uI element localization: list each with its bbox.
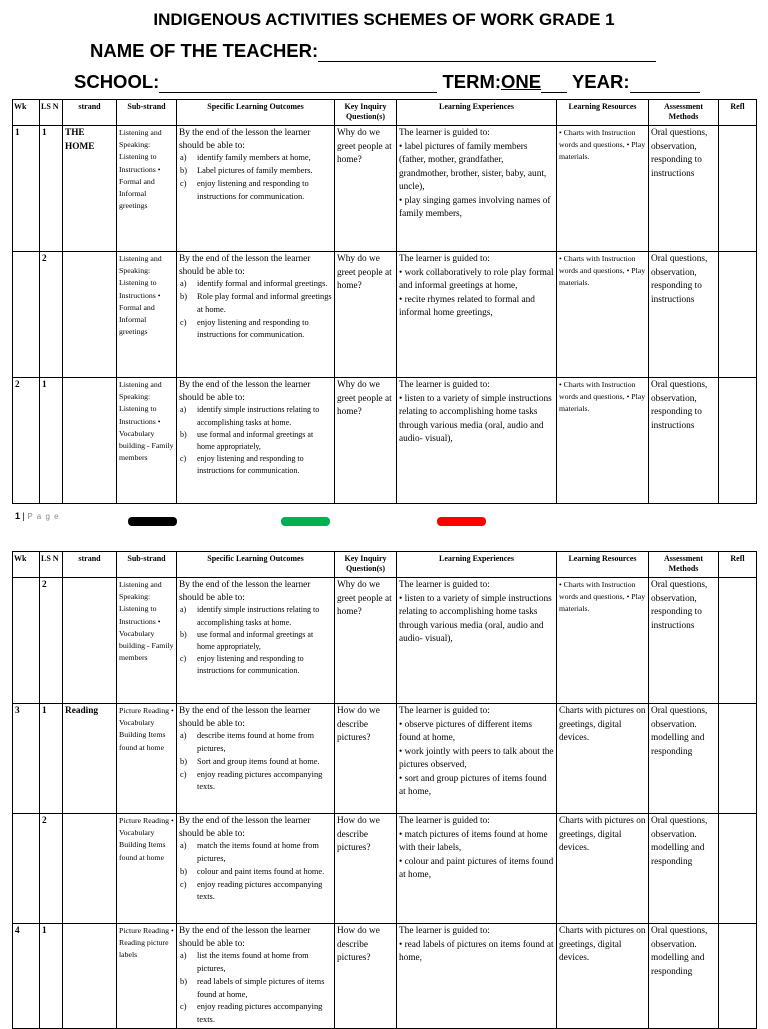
column-header: Wk (13, 100, 40, 126)
week-cell: 3 (13, 704, 40, 814)
substrand-cell: Picture Reading • Reading picture labels (117, 924, 177, 1029)
experience-line: • colour and paint pictures of items found at home, (399, 856, 554, 880)
learning-outcomes-cell (177, 704, 335, 814)
year-blank (630, 74, 700, 93)
column-header: Learning Resources (557, 100, 649, 126)
table-row (13, 378, 757, 504)
outcomes-intro: By the end of the lesson the learner should be able to: (179, 128, 311, 151)
week-cell (13, 814, 40, 924)
schemes-table-1 (12, 99, 757, 504)
lesson-cell: 1 (40, 378, 63, 504)
column-header: Specific Learning Outcomes (177, 100, 335, 126)
experience-line: The learner is guided to: (399, 706, 490, 716)
black-color-bar (128, 517, 177, 526)
strand-cell (63, 378, 117, 504)
learning-outcomes-cell (177, 814, 335, 924)
learning-experiences-cell (397, 704, 557, 814)
outcome-item: b) colour and paint items found at home. (180, 866, 325, 876)
experience-line: • match pictures of items found at home with their labels, (399, 829, 548, 853)
resources-cell: • Charts with Instruction words and questions, • Play materials. (557, 578, 649, 704)
experience-line: • read labels of pictures on items found at home, (399, 939, 554, 963)
table-header-row (13, 552, 757, 578)
term-value: ONE (501, 71, 542, 92)
outcome-item: c) enjoy listening and responding to instructions for communication. (180, 654, 304, 676)
column-header: Key Inquiry Question(s) (335, 552, 397, 578)
assessment-cell: Oral questions, observation. modelling and responding (649, 924, 719, 1029)
substrand-cell: Listening and Speaking: Listening to Instructions • Formal and Informal greetings (117, 126, 177, 252)
assessment-cell: Oral questions, observation, responding to instructions (649, 378, 719, 504)
substrand-cell: Picture Reading • Vocabulary Building Items found at home (117, 704, 177, 814)
strand-cell: Reading (63, 704, 117, 814)
learning-outcomes-cell (177, 578, 335, 704)
column-header: Learning Experiences (397, 100, 557, 126)
experience-line: • listen to a variety of simple instructions relating to accomplishing home tasks through various media (oral, audio and audio- visual), (399, 593, 552, 644)
resources-cell: Charts with pictures on greetings, digital devices. (557, 924, 649, 1029)
assessment-cell: Oral questions, observation, responding to instructions (649, 578, 719, 704)
outcomes-intro: By the end of the lesson the learner should be able to: (179, 380, 311, 403)
inquiry-question-cell: How do we describe pictures? (335, 704, 397, 814)
outcome-item: c) enjoy reading pictures accompanying texts. (180, 769, 323, 792)
column-header: Sub-strand (117, 100, 177, 126)
outcome-item: a) identify simple instructions relating to accomplishing tasks at home. (180, 605, 320, 627)
resources-cell: • Charts with Instruction words and questions, • Play materials. (557, 378, 649, 504)
outcome-item: a) identify family members at home, (180, 153, 311, 163)
outcome-item: c) enjoy reading pictures accompanying texts. (180, 1002, 323, 1024)
reflection-cell (719, 814, 757, 924)
outcome-item: b) Role play formal and informal greetings at home. (180, 292, 332, 314)
experience-line: • sort and group pictures of items found at home, (399, 773, 547, 797)
table-row (13, 814, 757, 924)
strand-cell (63, 924, 117, 1029)
reflection-cell (719, 378, 757, 504)
outcome-item: c) enjoy listening and responding to instructions for communication. (180, 317, 309, 340)
resources-cell: • Charts with Instruction words and questions, • Play materials. (557, 252, 649, 378)
experience-line: The learner is guided to: (399, 580, 490, 590)
assessment-cell: Oral questions, observation. modelling and responding (649, 814, 719, 924)
experience-line: • listen to a variety of simple instructions relating to accomplishing home tasks through various media (oral, audio and audio- visual), (399, 393, 552, 444)
reflection-cell (719, 126, 757, 252)
teacher-label: NAME OF THE TEACHER: (90, 40, 319, 61)
lesson-cell: 1 (40, 924, 63, 1029)
column-header: Specific Learning Outcomes (177, 552, 335, 578)
column-header: strand (63, 100, 117, 126)
outcome-item: b) use formal and informal greetings at home appropriately, (180, 429, 314, 452)
experience-line: • label pictures of family members (father, mother, grandfather, grandmother, brother, sister, baby, aunt, uncle), (399, 141, 547, 192)
experience-line: The learner is guided to: (399, 254, 490, 264)
lesson-cell: 1 (40, 704, 63, 814)
reflection-cell (719, 924, 757, 1029)
learning-experiences-cell (397, 378, 557, 504)
column-header: LS N (40, 552, 63, 578)
week-cell (13, 252, 40, 378)
column-header: Wk (13, 552, 40, 578)
teacher-blank (318, 43, 656, 62)
outcomes-intro: By the end of the lesson the learner should be able to: (179, 706, 311, 729)
page-footer: 1 | P a g e (15, 511, 60, 521)
inquiry-question-cell: Why do we greet people at home? (335, 126, 397, 252)
teacher-name-line (90, 40, 768, 62)
strand-cell (63, 578, 117, 704)
lesson-cell: 2 (40, 814, 63, 924)
substrand-cell: Listening and Speaking: Listening to Instructions • Formal and Informal greetings (117, 252, 177, 378)
experience-line: The learner is guided to: (399, 380, 490, 390)
column-header: Learning Experiences (397, 552, 557, 578)
school-blank (159, 74, 437, 93)
lesson-cell: 2 (40, 578, 63, 704)
learning-outcomes-cell (177, 126, 335, 252)
assessment-cell: Oral questions, observation, responding to instructions (649, 252, 719, 378)
experience-line: • work jointly with peers to talk about the pictures observed, (399, 746, 554, 770)
strand-cell (63, 814, 117, 924)
experience-line: The learner is guided to: (399, 128, 490, 138)
learning-experiences-cell (397, 814, 557, 924)
table-header-row (13, 100, 757, 126)
year-label: YEAR: (571, 71, 630, 92)
column-header: strand (63, 552, 117, 578)
column-header: Sub-strand (117, 552, 177, 578)
table-row (13, 578, 757, 704)
table-row (13, 704, 757, 814)
outcome-item: c) enjoy listening and responding to instructions for communication. (180, 454, 304, 476)
outcome-item: c) enjoy reading pictures accompanying texts. (180, 879, 323, 902)
learning-outcomes-cell (177, 378, 335, 504)
outcomes-intro: By the end of the lesson the learner should be able to: (179, 926, 311, 949)
inquiry-question-cell: Why do we greet people at home? (335, 378, 397, 504)
inquiry-question-cell: Why do we greet people at home? (335, 578, 397, 704)
column-header: Assessment Methods (649, 100, 719, 126)
outcome-item: a) identify simple instructions relating to accomplishing tasks at home. (180, 405, 320, 427)
outcome-item: a) match the items found at home from pictures, (180, 841, 319, 864)
learning-outcomes-cell (177, 252, 335, 378)
outcome-item: a) list the items found at home from pictures, (180, 951, 309, 974)
page-number: 1 (15, 511, 21, 521)
assessment-cell: Oral questions, observation. modelling and responding (649, 704, 719, 814)
outcome-item: a) describe items found at home from pictures, (180, 731, 314, 754)
strand-cell: THE HOME (63, 126, 117, 252)
learning-experiences-cell (397, 252, 557, 378)
experience-line: The learner is guided to: (399, 926, 490, 936)
learning-outcomes-cell (177, 924, 335, 1029)
term-blank (541, 74, 567, 93)
inquiry-question-cell: How do we describe pictures? (335, 814, 397, 924)
column-header: Refl (719, 552, 757, 578)
learning-experiences-cell (397, 578, 557, 704)
resources-cell: Charts with pictures on greetings, digital devices. (557, 704, 649, 814)
column-header: LS N (40, 100, 63, 126)
substrand-cell: Listening and Speaking: Listening to Instructions • Vocabulary building - Family members (117, 378, 177, 504)
table-row (13, 924, 757, 1029)
learning-experiences-cell (397, 126, 557, 252)
outcome-item: a) identify formal and informal greetings. (180, 279, 328, 289)
experience-line: • play singing games involving names of family members, (399, 195, 551, 219)
term-label: TERM: (442, 71, 502, 92)
experience-line: • work collaboratively to role play formal and informal greetings at home, (399, 267, 554, 291)
document-title: INDIGENOUS ACTIVITIES SCHEMES OF WORK GRADE 1 (153, 10, 615, 29)
inquiry-question-cell: How do we describe pictures? (335, 924, 397, 1029)
outcome-item: b) read labels of simple pictures of items found at home, (180, 976, 325, 999)
reflection-cell (719, 578, 757, 704)
resources-cell: • Charts with Instruction words and questions, • Play materials. (557, 126, 649, 252)
column-header: Learning Resources (557, 552, 649, 578)
week-cell: 1 (13, 126, 40, 252)
red-color-bar (437, 517, 486, 526)
outcome-item: c) enjoy listening and responding to instructions for communication. (180, 178, 309, 201)
substrand-cell: Listening and Speaking: Listening to Instructions • Vocabulary building - Family members (117, 578, 177, 704)
outcomes-intro: By the end of the lesson the learner should be able to: (179, 254, 311, 277)
outcome-item: b) Sort and group items found at home. (180, 756, 320, 766)
experience-line: The learner is guided to: (399, 816, 490, 826)
column-header: Assessment Methods (649, 552, 719, 578)
green-color-bar (281, 517, 330, 526)
experience-line: • observe pictures of different items found at home, (399, 719, 532, 743)
learning-experiences-cell (397, 924, 557, 1029)
strand-cell (63, 252, 117, 378)
school-label: SCHOOL: (74, 71, 160, 92)
table-row (13, 252, 757, 378)
outcomes-intro: By the end of the lesson the learner should be able to: (179, 816, 311, 839)
experience-line: • recite rhymes related to formal and informal home greetings, (399, 294, 535, 318)
week-cell: 4 (13, 924, 40, 1029)
substrand-cell: Picture Reading • Vocabulary Building Items found at home (117, 814, 177, 924)
assessment-cell: Oral questions, observation, responding to instructions (649, 126, 719, 252)
lesson-cell: 1 (40, 126, 63, 252)
outcomes-intro: By the end of the lesson the learner should be able to: (179, 580, 311, 603)
week-cell: 2 (13, 378, 40, 504)
outcome-item: b) use formal and informal greetings at home appropriately, (180, 629, 314, 652)
column-header: Refl (719, 100, 757, 126)
column-header: Key Inquiry Question(s) (335, 100, 397, 126)
table-row (13, 126, 757, 252)
page-word: P a g e (27, 512, 60, 521)
reflection-cell (719, 252, 757, 378)
schemes-table-2 (12, 551, 757, 1029)
reflection-cell (719, 704, 757, 814)
outcome-item: b) Label pictures of family members. (180, 166, 313, 176)
resources-cell: Charts with pictures on greetings, digital devices. (557, 814, 649, 924)
lesson-cell: 2 (40, 252, 63, 378)
week-cell (13, 578, 40, 704)
school-term-year-line (74, 71, 768, 93)
inquiry-question-cell: Why do we greet people at home? (335, 252, 397, 378)
